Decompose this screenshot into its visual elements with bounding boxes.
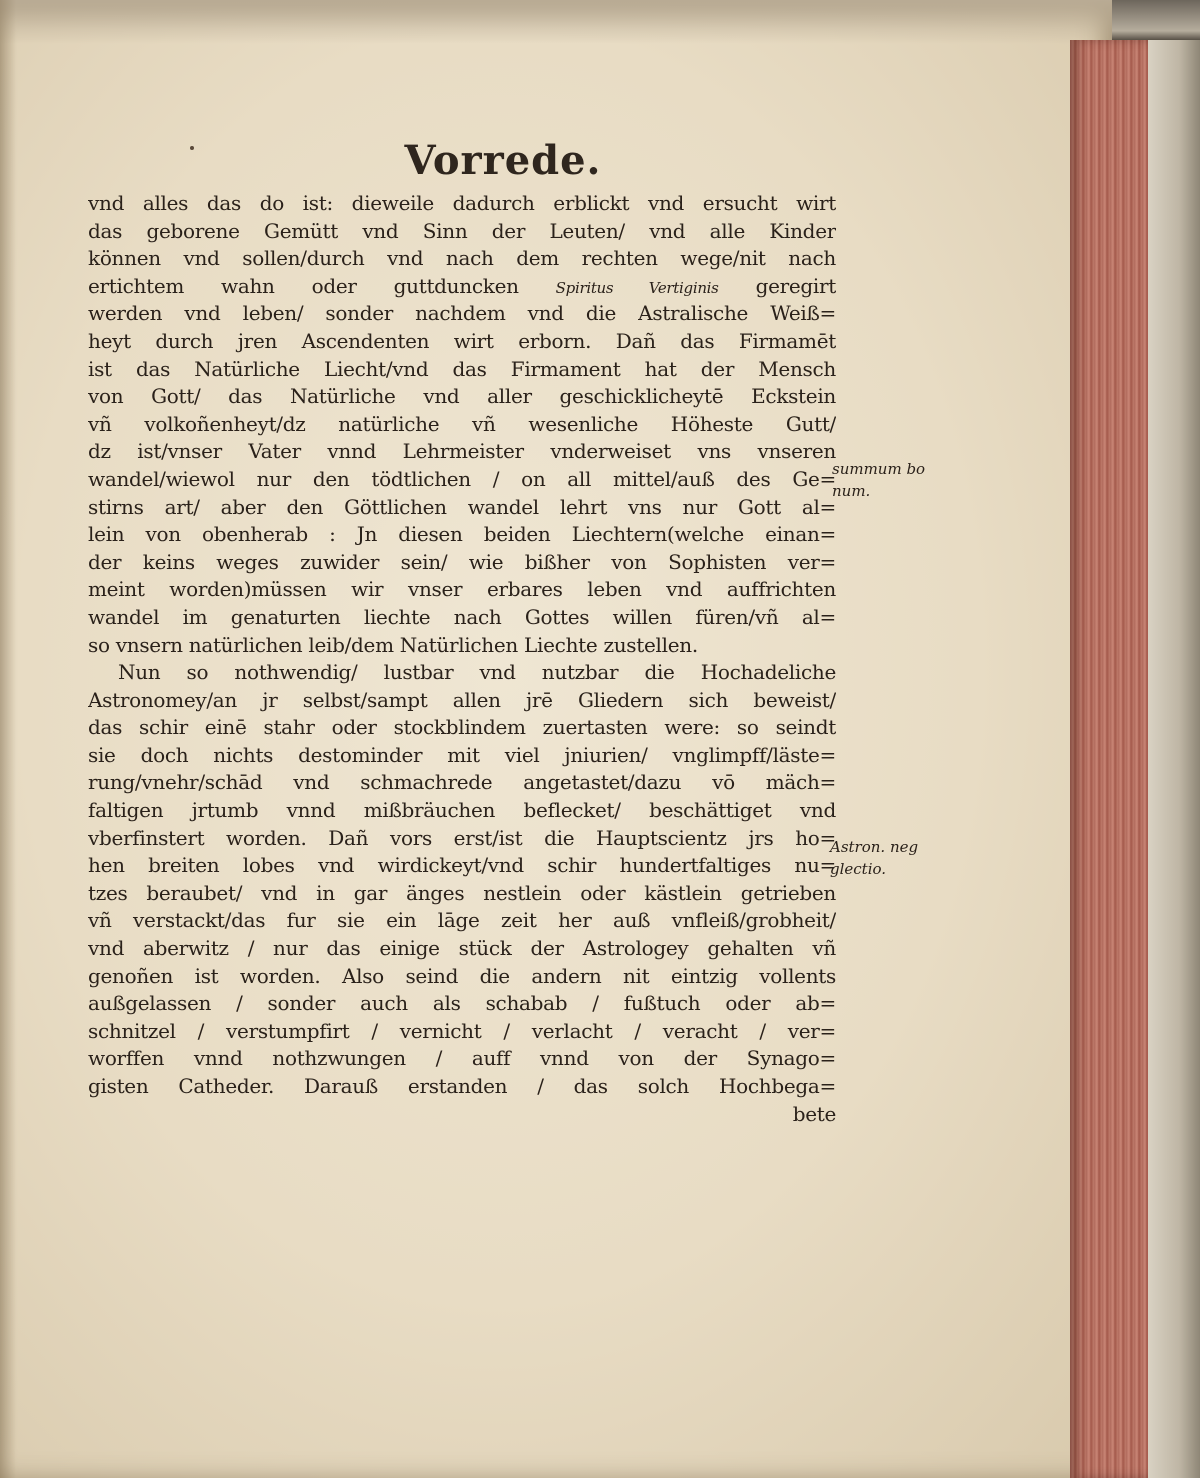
marginal-note-summum-bonum (832, 458, 925, 502)
catchword: bete (792, 1101, 836, 1126)
marginal-note-1-line-1: summum bo (832, 460, 926, 478)
text-line-21: sie doch nichts destominder mit viel jniurien/ vnglimpff/läste= (88, 742, 836, 767)
text-line-20: das schir einē stahr oder stockblindem zuertasten were: so seindt (88, 715, 836, 740)
latin-phrase: Spiritus Vertiginis (555, 278, 719, 297)
text-line-26: tzes beraubet/ vnd in gar änges nestlein oder kästlein getrieben (88, 880, 836, 905)
text-line-29: genoñen ist worden. Also seind die andern nit eintzig vollents (88, 963, 836, 988)
text-line-4 (88, 273, 836, 301)
text-line-25: hen breiten lobes vnd wirdickeyt/vnd schir hundertfaltiges nu= (88, 853, 836, 878)
text-line-10: dz ist/vnser Vater vnnd Lehrmeister vnderweiset vns vnseren (88, 439, 836, 464)
text-line-4-main: ertichtem wahn oder guttduncken (88, 273, 519, 298)
text-line-4-end: geregirt (755, 273, 836, 298)
book-cover-edge (1148, 40, 1200, 1478)
text-line-2: das geborene Gemütt vnd Sinn der Leuten/ vnd alle Kinder (88, 218, 836, 243)
text-line-5: werden vnd leben/ sonder nachdem vnd die Astralische Weiß= (88, 301, 836, 326)
text-line-27: vñ verstackt/das fur sie ein lāge zeit her auß vnfleiß/grobheit/ (88, 908, 836, 933)
body-text (88, 190, 858, 1128)
text-line-1: vnd alles das do ist: dieweile dadurch erblickt vnd ersucht wirt (88, 191, 836, 215)
text-line-9: vñ volkoñenheyt/dz natürliche vñ wesenliche Höheste Gutt/ (88, 411, 836, 436)
text-line-3: können vnd sollen/durch vnd nach dem rechten wege/nit nach (88, 246, 836, 271)
text-line-22: rung/vnehr/schād vnd schmachrede angetastet/dazu vō mäch= (88, 770, 836, 795)
text-block (88, 132, 858, 1128)
text-line-33: gisten Catheder. Darauß erstanden / das solch Hochbega= (88, 1074, 836, 1098)
marginal-note-astron-neglectio (830, 836, 918, 880)
text-line-28: vnd aberwitz / nur das einige stück der Astrologey gehalten vñ (88, 936, 836, 961)
running-head: Vorrede. (404, 137, 602, 184)
text-line-16: wandel im genaturten liechte nach Gottes willen füren/vñ al= (88, 604, 836, 629)
text-line-32: worffen vnnd nothzwungen / auff vnnd von der Synago= (88, 1046, 836, 1071)
marginal-note-2-line-2: glectio. (830, 860, 887, 878)
text-line-30: außgelassen / sonder auch als schabab / fußtuch oder ab= (88, 991, 836, 1016)
text-line-13: lein von obenherab : Jn diesen beiden Liechtern(welche einan= (88, 522, 836, 547)
text-line-24: vberfinstert worden. Dañ vors erst/ist die Hauptscientz jrs ho= (88, 825, 836, 850)
red-page-edge (1070, 40, 1160, 1478)
text-line-31: schnitzel / verstumpfirt / vernicht / verlacht / veracht / ver= (88, 1018, 836, 1043)
text-line-23: faltigen jrtumb vnnd mißbräuchen beflecket/ beschättiget vnd (88, 798, 836, 823)
text-line-6: heyt durch jren Ascendenten wirt erborn. Dañ das Firmamēt (88, 328, 836, 353)
text-line-19: Astronomey/an jr selbst/sampt allen jrē Gliedern sich beweist/ (88, 687, 836, 712)
text-line-15: meint worden)müssen wir vnser erbares leben vnd auffrichten (88, 577, 836, 602)
text-line-18: Nun so nothwendig/ lustbar vnd nutzbar die Hochadeliche (118, 660, 836, 685)
marginal-note-2-line-1: Astron. neg (830, 838, 919, 856)
text-line-17: so vnsern natürlichen leib/dem Natürlichen Liechte zustellen. (88, 632, 698, 657)
text-line-12: stirns art/ aber den Göttlichen wandel lehrt vns nur Gott al= (88, 494, 836, 519)
text-line-8: von Gott/ das Natürliche vnd aller geschicklicheytē Eckstein (88, 384, 836, 409)
text-line-11: wandel/wiewol nur den tödtlichen / on all mittel/auß des Ge= (88, 466, 836, 491)
text-line-7: ist das Natürliche Liecht/vnd das Firmament hat der Mensch (88, 356, 836, 381)
text-line-14: der keins weges zuwider sein/ wie bißher von Sophisten ver= (88, 549, 836, 574)
marginal-note-1-line-2: num. (832, 482, 871, 500)
